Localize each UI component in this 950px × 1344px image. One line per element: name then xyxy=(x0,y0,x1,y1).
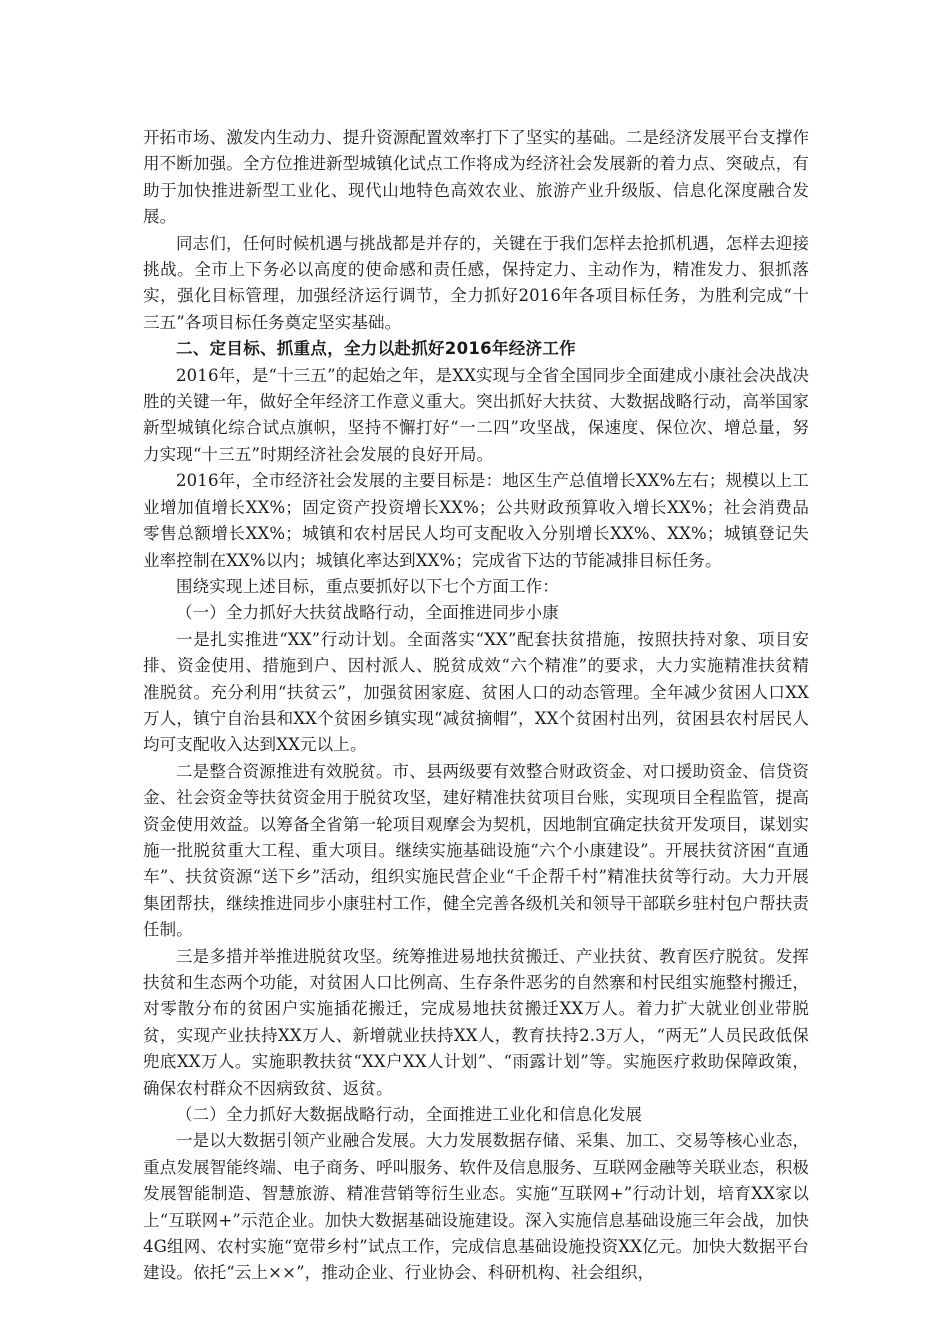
paragraph-multiple-measures: 三是多措并举推进脱贫攻坚。统筹推进易地扶贫搬迁、产业扶贫、教育医疗脱贫。发挥扶贫和生态两个功能，对贫困人口比例高、生存条件恶劣的自然寨和村民组实施整村搬迁，对零散分布的贫困户实施插花搬迁，完成易地扶贫搬迁XX万人。着力扩大就业创业带脱贫，实现产业扶持XX万人、新增就业扶持XX人，教育扶持2.3万人，“两无”人员民政低保兜底XX万人。实施职教扶贫“XX户XX人计划”、“雨露计划”等。实施医疗救助保障政策，确保农村群众不因病致贫、返贫。 xyxy=(143,946,809,1098)
paragraph-2016-intro: 2016年，是“十三五”的起始之年，是XX实现与全省全国同步全面建成小康社会决战决胜的关键一年，做好全年经济工作意义重大。突出抓好大扶贫、大数据战略行动，高举国家新型城镇化综合试点旗帜，坚持不懈打好“一二四”攻坚战，保速度、保位次、增总量，努力实现“十三五”时期经济社会发展的良好开局。 xyxy=(143,365,810,464)
paragraph-big-data-industry: 一是以大数据引领产业融合发展。大力发展数据存储、采集、加工、交易等核心业态，重点发展智能终端、电子商务、呼叫服务、软件及信息服务、互联网金融等关联业态，积极发展智能制造、智慧旅游、精准营销等衍生业态。实施“互联网+”行动计划，培育XX家以上“互联网+”示范企业。加快大数据基础设施建设。深入实施信息基础设施三年会战，加快4G组网、农村实施“宽带乡村”试点工作，完成信息基础设施投资XX亿元。加快大数据平台建设。依托“云上××”，推动企业、行业协会、科研机构、社会组织， xyxy=(143,1131,809,1283)
section-heading-2: 二、定目标、抓重点，全力以赴抓好2016年经济工作 xyxy=(176,339,576,359)
subheading-big-data: （二）全力抓好大数据战略行动，全面推进工业化和信息化发展 xyxy=(176,1105,643,1125)
subheading-poverty-alleviation: （一）全力抓好大扶贫战略行动，全面推进同步小康 xyxy=(176,603,559,623)
document-page xyxy=(143,125,809,1287)
paragraph-integrate-resources: 二是整合资源推进有效脱贫。市、县两级要有效整合财政资金、对口援助资金、信贷资金、社会资金等扶贫资金用于脱贫攻坚，建好精准扶贫项目台账，实现项目全程监管，提高资金使用效益。以筹备全省第一轮项目观摩会为契机，因地制宜确定扶贫开发项目，谋划实施一批脱贫重大工程、重大项目。继续实施基础设施“六个小康建设”。开展扶贫济困“直通车”、扶贫资源“送下乡”活动，组织实施民营企业“千企帮千村”精准扶贫等行动。大力开展集团帮扶，继续推进同步小康驻村工作，健全完善各级机关和领导干部联乡驻村包户帮扶责任制。 xyxy=(143,761,809,940)
paragraph-continued: 开拓市场、激发内生动力、提升资源配置效率打下了坚实的基础。二是经济发展平台支撑作用不断加强。全方位推进新型城镇化试点工作将成为经济社会发展新的着力点、突破点，有助于加快推进新型工业化、现代山地特色高效农业、旅游产业升级版、信息化深度融合发展。 xyxy=(143,128,809,227)
paragraph-2016-targets: 2016年，全市经济社会发展的主要目标是：地区生产总值增长XX%左右；规模以上工业增加值增长XX%；固定资产投资增长XX%；公共财政预算收入增长XX%；社会消费品零售总额增长XX%；城镇和农村居民人均可支配收入分别增长XX%、XX%；城镇登记失业率控制在XX%以内；城镇化率达到XX%；完成省下达的节能减排目标任务。 xyxy=(143,471,809,570)
paragraph-action-plan: 一是扎实推进“XX”行动计划。全面落实“XX”配套扶贫措施，按照扶持对象、项目安排、资金使用、措施到户、因村派人、脱贫成效“六个精准”的要求，大力实施精准扶贫精准脱贫。充分利用“扶贫云”，加强贫困家庭、贫困人口的动态管理。全年减少贫困人口XX万人，镇宁自治县和XX个贫困乡镇实现“减贫摘帽”，XX个贫困村出列，贫困县农村居民人均可支配收入达到XX元以上。 xyxy=(143,629,809,755)
paragraph-opportunity-challenge: 同志们，任何时候机遇与挑战都是并存的，关键在于我们怎样去抢抓机遇，怎样去迎接挑战。全市上下务必以高度的使命感和责任感，保持定力、主动作为，精准发力、狠抓落实，强化目标管理，加强经济运行调节，全力抓好2016年各项目标任务，为胜利完成“十三五”各项目标任务奠定坚实基础。 xyxy=(143,233,809,332)
paragraph-seven-tasks: 围绕实现上述目标，重点要抓好以下七个方面工作： xyxy=(176,576,559,596)
